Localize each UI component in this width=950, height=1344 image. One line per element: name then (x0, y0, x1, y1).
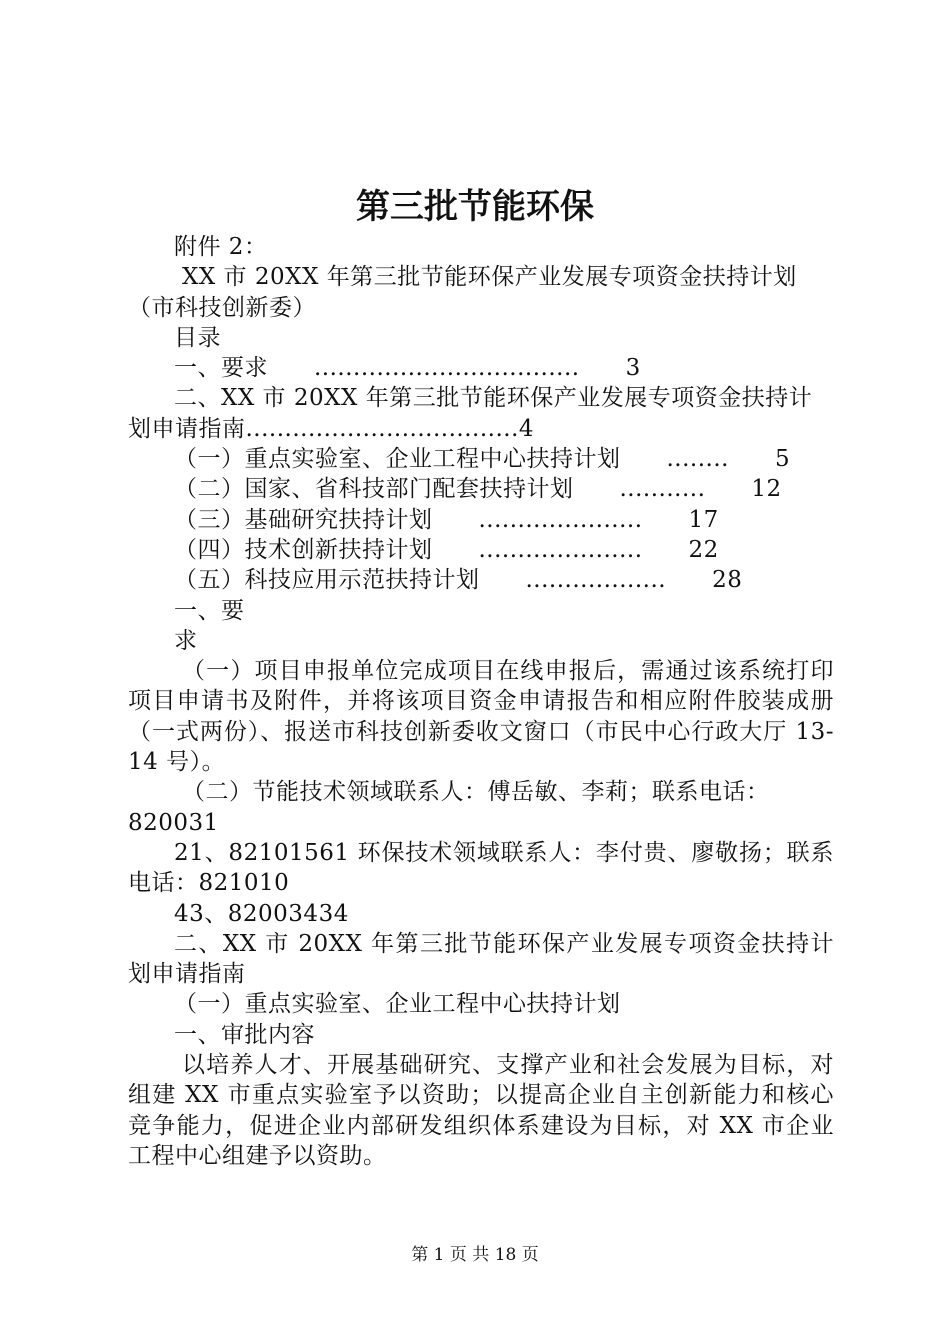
toc-entry (128, 474, 834, 504)
toc-entry (128, 505, 834, 535)
toc-entry-page: 5 (775, 446, 791, 473)
toc-entry-label: （二）国家、省科技部门配套扶持计划 (174, 476, 574, 503)
toc-entry-page: 4 (518, 415, 535, 442)
toc-entry-label: 划申请指南 (128, 415, 246, 442)
toc-entry-label: （五）科技应用示范扶持计划 (174, 567, 480, 594)
document-body (128, 232, 834, 1171)
toc-entry (128, 444, 834, 474)
toc-entry-leader: .................................. (314, 355, 580, 382)
toc-entry (128, 535, 834, 565)
toc-entry-page: 12 (751, 476, 782, 503)
paragraph: （一）项目申报单位完成项目在线申报后，需通过该系统打印项目申请书及附件，并将该项目资金申请报告和相应附件胶装成册（一式两份）、报送市科技创新委收文窗口（市民中心行政大厅 13-14 号）。 (128, 658, 834, 776)
toc-entry-label-line1: 二、XX 市 20XX 年第三批节能环保产业发展专项资金扶持计 (174, 385, 813, 412)
contact-number: 43、82003434 (174, 900, 349, 927)
plan-title-line2: （市科技创新委） (128, 294, 316, 321)
plan-title-line1: XX 市 20XX 年第三批节能环保产业发展专项资金扶持计划 (182, 264, 797, 291)
toc-entry-leader: ................................... (245, 415, 519, 442)
toc-entry-leader: ..................... (478, 506, 643, 533)
document-title: 第三批节能环保 (356, 187, 594, 227)
section-heading-part1: 一、要 (174, 597, 245, 624)
paragraph: 以培养人才、开展基础研究、支撑产业和社会发展为目标，对组建 XX 市重点实验室予以资助；以提高企业自主创新能力和核心竞争能力，促进企业内部研发组织体系建设为目标，对 XX 市企业工程中心组建予以资助。 (128, 1052, 834, 1169)
page-footer: 第 1 页 共 18 页 (411, 1245, 539, 1265)
toc-entry-page: 22 (688, 536, 719, 563)
toc-entry-label: 一、要求 (174, 355, 268, 382)
toc-entry (128, 353, 834, 383)
section-heading: 二、XX 市 20XX 年第三批节能环保产业发展专项资金扶持计划申请指南 (128, 930, 834, 988)
toc-entry-leader: ........ (666, 446, 729, 473)
toc-entry-label: （三）基础研究扶持计划 (174, 506, 433, 533)
contact-line: （二）节能技术领域联系人：傅岳敏、李莉；联系电话： (182, 779, 770, 806)
toc-heading: 目录 (174, 324, 221, 351)
section-heading-part2: 求 (174, 627, 198, 654)
toc-entry-leader: ..................... (478, 536, 643, 563)
contact-paragraph: 21、82101561 环保技术领域联系人：李付贵、廖敬扬；联系电话：821010 (128, 839, 834, 897)
toc-entry-page: 28 (712, 567, 743, 594)
toc-entry-label: （四）技术创新扶持计划 (174, 536, 433, 563)
subsection-heading: （一）重点实验室、企业工程中心扶持计划 (174, 991, 621, 1018)
contact-number: 820031 (128, 809, 219, 836)
toc-entry-page: 17 (688, 506, 719, 533)
toc-entry-leader: .................. (525, 567, 667, 594)
toc-entry (128, 414, 834, 444)
attachment-label: 附件 2： (174, 234, 268, 260)
item-heading: 一、审批内容 (174, 1021, 315, 1048)
toc-entry-label: （一）重点实验室、企业工程中心扶持计划 (174, 446, 621, 473)
toc-entry (128, 565, 834, 595)
toc-entry-leader: ........... (619, 476, 706, 503)
toc-entry-page: 3 (625, 355, 641, 382)
